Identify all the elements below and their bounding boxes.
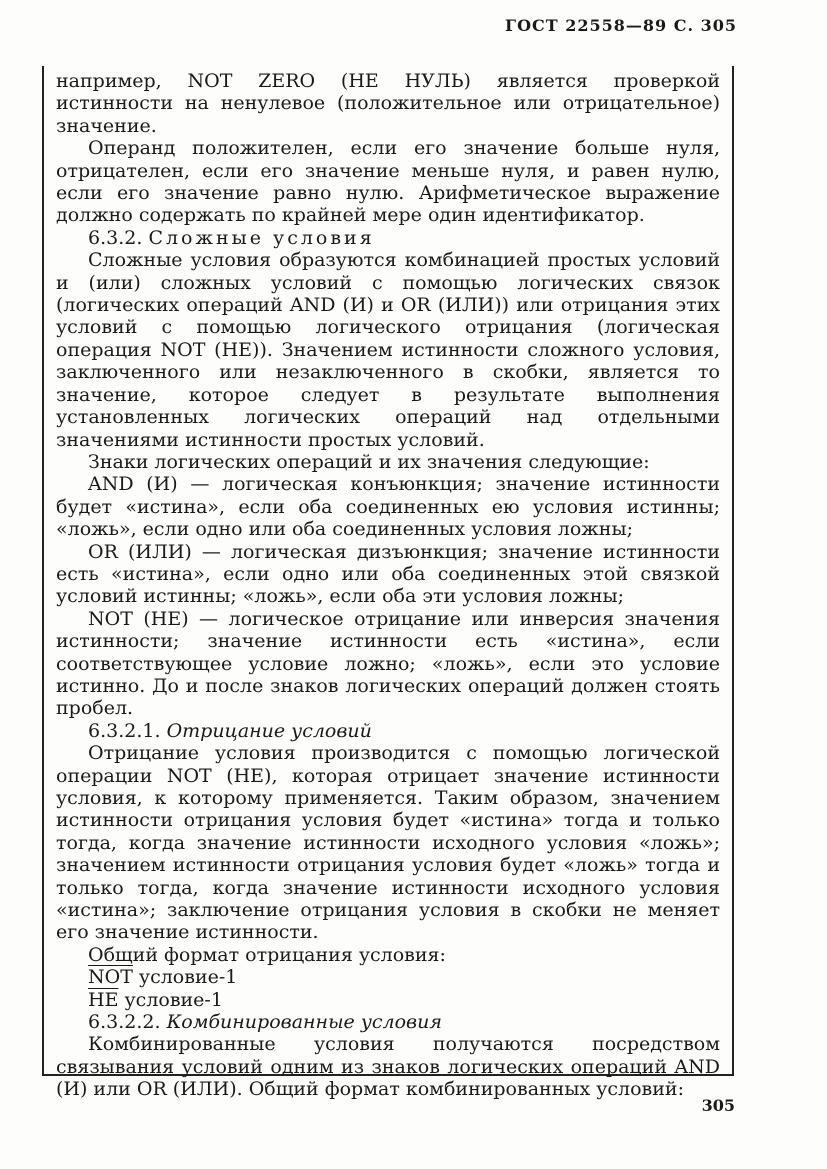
section-title: Отрицание условий — [166, 719, 372, 742]
format-keyword: $\overline{NOT}$ — [88, 966, 133, 989]
section-number: 6.3.2.2. — [88, 1011, 161, 1034]
paragraph: NOT (НЕ) — логическое отрицание или инверсия значения истинности; значение истинности есть «истина», если соответствующее условие ложно; «ложь», если это условие истинно. До и после знаков логических операций должен стоять пробел. — [56, 607, 720, 720]
section-title: Сложные условия — [148, 226, 375, 249]
section-title: Комбинированные условия — [166, 1011, 442, 1034]
paragraph: Знаки логических операций и их значения следующие: — [88, 450, 650, 473]
paragraph: Комбинированные условия получаются посредством связывания условий одним из знаков логических операций AND (И) или OR (ИЛИ). Общий формат комбинированных условий: — [56, 1033, 720, 1101]
page-body — [56, 70, 720, 1101]
format-line — [56, 989, 720, 1011]
paragraph: Отрицание условия производится с помощью логической операции NOT (НЕ), которая отрицает значение истинности условия, к которому применяется. Таким образом, значением истинности отрицания условия будет «истина» тогда и только тогда, когда значение истинности исходного условия «ложь»; значением истинности отрицания условия будет «ложь» тогда и только тогда, когда значение истинности исходного условия «истина»; заключение отрицания условия в скобки не меняет его значение истинности. — [56, 742, 720, 944]
section-heading-6-3-2-2 — [56, 1011, 720, 1033]
section-heading-6-3-2 — [56, 227, 720, 249]
paragraph: AND (И) — логическая конъюнкция; значение истинности будет «истина», если оба соединенных ею условия истинны; «ложь», если одно или оба соединенных условия ложны; — [56, 473, 720, 541]
page-number: 305 — [701, 1096, 735, 1115]
page-header: ГОСТ 22558—89 С. 305 — [505, 16, 737, 35]
paragraph: OR (ИЛИ) — логическая дизъюнкция; значение истинности есть «истина», если одно или оба соединенных этой связкой условий истинны; «ложь», если оба эти условия ложны; — [56, 540, 720, 608]
section-number: 6.3.2. — [88, 226, 143, 249]
format-operand: условие-1 — [132, 966, 238, 989]
paragraph: Общий формат отрицания условия: — [88, 943, 446, 966]
format-line — [56, 966, 720, 988]
paragraph: Сложные условия образуются комбинацией простых условий и (или) сложных условий с помощью логических связок (логических операций AND (И) и OR (ИЛИ)) или отрицания этих условий с помощью логического отрицания (логическая операция NOT (НЕ)). Значением истинности сложного условия, заключенного или незаключенного в скобки, является то значение, которое следует в результате выполнения установленных логических операций над отдельными значениями истинности простых условий. — [56, 249, 720, 451]
format-operand: условие-1 — [118, 988, 223, 1011]
paragraph: Операнд положителен, если его значение больше нуля, отрицателен, если его значение меньше нуля, и равен нулю, если его значение равно нулю. Арифметическое выражение должно содержать по крайней мере один идентификатор. — [56, 137, 720, 227]
section-number: 6.3.2.1. — [88, 719, 161, 742]
section-heading-6-3-2-1 — [56, 720, 720, 742]
format-keyword: НЕ — [88, 988, 119, 1011]
paragraph: например, NOT ZERO (НЕ НУЛЬ) является проверкой истинности на ненулевое (положительное или отрицательное) значение. — [56, 70, 720, 137]
